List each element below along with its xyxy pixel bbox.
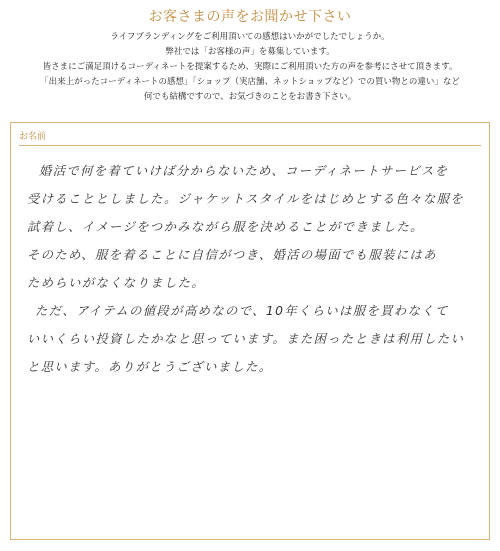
comment-line: 婚活で何を着ていけば分からないため、コーディネートサービスを xyxy=(39,164,449,178)
page-title: お客さまの声をお聞かせ下さい xyxy=(148,9,352,25)
intro-line: 何でも結構ですので、お気づきのことをお書き下さい。 xyxy=(143,92,357,102)
intro-line: 「出来上がったコーディネートの感想」「ショップ（実店舗、ネットショップなど）での買い物との違い」など xyxy=(40,77,460,87)
comment-line: そのため、服を着ることに自信がつき、婚活の場面でも服装にはあ xyxy=(27,248,437,262)
intro-line: ライフブランディングをご利用頂いての感想はいかがでしたでしょうか。 xyxy=(110,32,390,42)
comment-line: と思います。ありがとうございました。 xyxy=(27,360,273,374)
intro-line: 弊社では「お客様の声」を募集しています。 xyxy=(165,47,335,57)
name-divider xyxy=(19,145,481,146)
comment-line: いいくらい投資したかなと思っています。また困ったときは利用したい xyxy=(27,332,465,346)
feedback-form xyxy=(10,122,490,540)
name-label: お名前 xyxy=(19,132,47,142)
intro-line: 皆さまにご満足頂けるコーディネートを提案するため、実際にご利用頂いた方の声を参考にさせて頂きます。 xyxy=(42,62,458,72)
handwritten-comment xyxy=(25,157,477,381)
comment-line: 試着し、イメージをつかみながら服を決めることができました。 xyxy=(27,220,424,234)
comment-line: 受けることとしました。ジャケットスタイルをはじめとする色々な服を xyxy=(27,192,465,206)
comment-line: ただ、アイテムの値段が高めなので、10年くらいは服を買わなくて xyxy=(35,304,449,318)
comment-line: ためらいがなくなりました。 xyxy=(27,276,206,290)
intro-text xyxy=(0,30,500,105)
